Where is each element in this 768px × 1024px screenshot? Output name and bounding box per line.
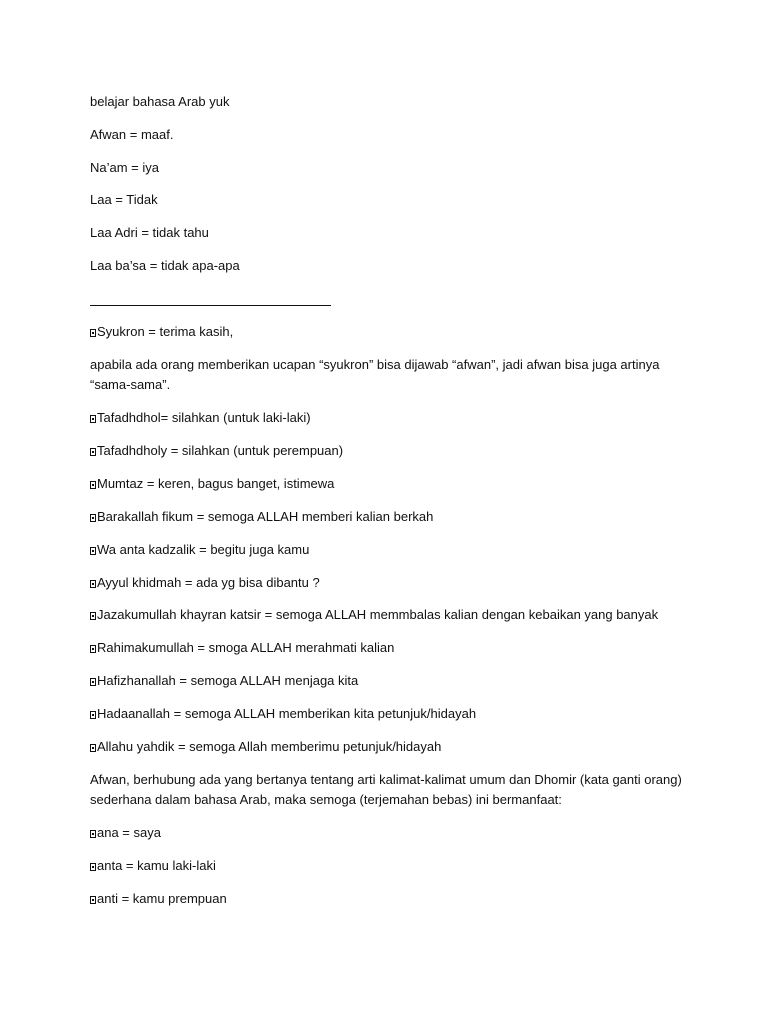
list-item: Barakallah fikum = semoga ALLAH memberi kalian berkah: [90, 507, 690, 527]
list-item: Tafadhdhol= silahkan (untuk laki-laki): [90, 408, 690, 428]
bullet-icon: [90, 547, 96, 555]
list-item: Wa anta kadzalik = begitu juga kamu: [90, 540, 690, 560]
list-item: Hafizhanallah = semoga ALLAH menjaga kita: [90, 671, 690, 691]
paragraph: [90, 355, 690, 395]
list-item: Jazakumullah khayran katsir = semoga ALLAH memmbalas kalian dengan kebaikan yang banyak: [90, 605, 690, 625]
text-line: Afwan = maaf.: [90, 127, 174, 142]
bullet-icon: [90, 896, 96, 904]
text-line: Laa Adri = tidak tahu: [90, 225, 209, 240]
bullet-icon: [90, 481, 96, 489]
bullet-icon: [90, 711, 96, 719]
text-line: Laa = Tidak: [90, 192, 158, 207]
list-item: anta = kamu laki-laki: [90, 856, 690, 876]
paragraph-line: sederhana dalam bahasa Arab, maka semoga (terjemahan bebas) ini bermanfaat:: [90, 792, 562, 807]
paragraph-line: “sama-sama”.: [90, 377, 171, 392]
list-item: Ayyul khidmah = ada yg bisa dibantu ?: [90, 573, 690, 593]
text-line: Na’am = iya: [90, 160, 159, 175]
bullet-icon: [90, 612, 96, 620]
doc-title: belajar bahasa Arab yuk: [90, 94, 230, 109]
paragraph-line: Afwan, berhubung ada yang bertanya tentang arti kalimat-kalimat umum dan Dhomir (kata ganti orang): [90, 772, 682, 787]
bullet-icon: [90, 329, 96, 337]
bullet-icon: [90, 863, 96, 871]
list-item: anti = kamu prempuan: [90, 889, 690, 909]
list-item: Tafadhdholy = silahkan (untuk perempuan): [90, 441, 690, 461]
list-item: Syukron = terima kasih,: [90, 322, 690, 342]
text-line: Laa ba’sa = tidak apa-apa: [90, 258, 240, 273]
bullet-icon: [90, 415, 96, 423]
paragraph-line: apabila ada orang memberikan ucapan “syukron” bisa dijawab “afwan”, jadi afwan bisa juga artinya: [90, 357, 660, 372]
list-item: Hadaanallah = semoga ALLAH memberikan kita petunjuk/hidayah: [90, 704, 690, 724]
paragraph: [90, 770, 690, 810]
bullet-icon: [90, 830, 96, 838]
bullet-icon: [90, 448, 96, 456]
bullet-icon: [90, 744, 96, 752]
bullet-icon: [90, 678, 96, 686]
horizontal-rule: [90, 305, 331, 306]
list-item: Rahimakumullah = smoga ALLAH merahmati kalian: [90, 638, 690, 658]
list-item: Allahu yahdik = semoga Allah memberimu petunjuk/hidayah: [90, 737, 690, 757]
bullet-icon: [90, 645, 96, 653]
bullet-icon: [90, 514, 96, 522]
bullet-icon: [90, 580, 96, 588]
list-item: Mumtaz = keren, bagus banget, istimewa: [90, 474, 690, 494]
list-item: ana = saya: [90, 823, 690, 843]
